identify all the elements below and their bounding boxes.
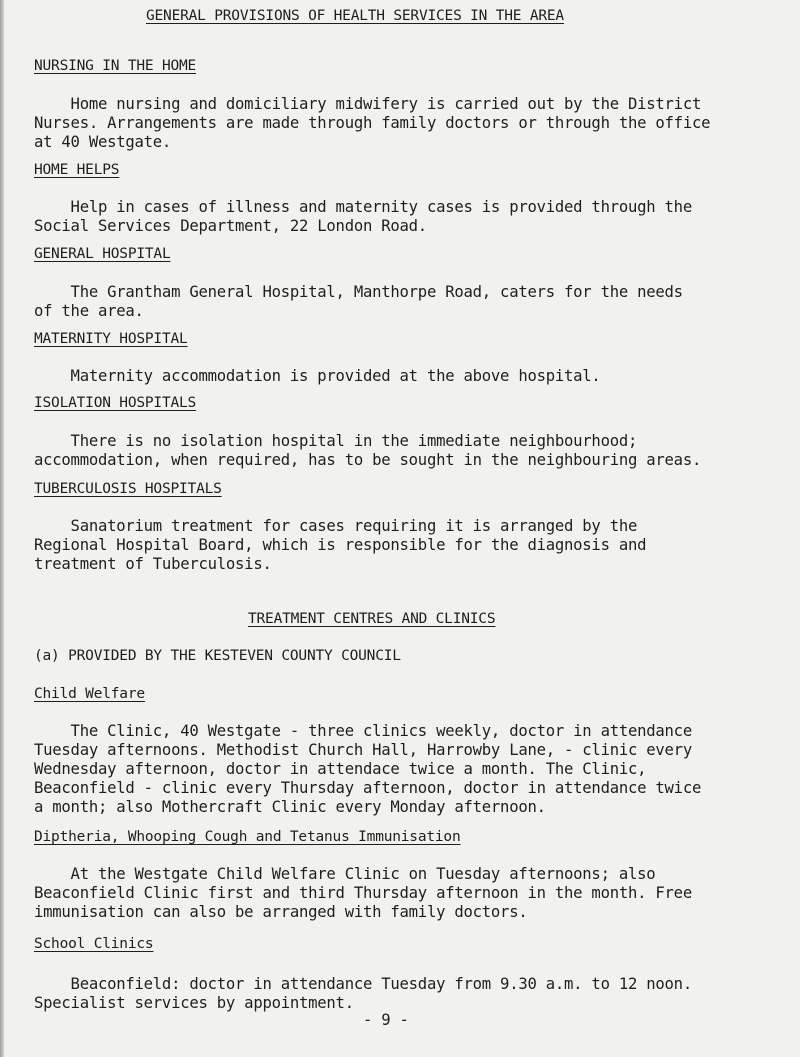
section-heading-immunisation: Diptheria, Whooping Cough and Tetanus Immunisation [34,829,461,845]
general-hospital-line-2: of the area. [34,302,144,320]
nursing-line-1: Home nursing and domiciliary midwifery is carried out by the District [34,95,702,113]
home-helps-line-1: Help in cases of illness and maternity cases is provided through the [34,198,692,216]
child-welfare-line-4: Beaconfield - clinic every Thursday afternoon, doctor in attendance twice [34,779,702,797]
nursing-line-2: Nurses. Arrangements are made through family doctors or through the office [34,114,711,132]
page-number: - 9 - [363,1011,409,1029]
section-heading-treatment-centres: TREATMENT CENTRES AND CLINICS [248,611,496,627]
nursing-line-3: at 40 Westgate. [34,133,172,151]
section-heading-child-welfare: Child Welfare [34,686,145,702]
immunisation-line-3: immunisation can also be arranged with family doctors. [34,903,528,921]
section-heading-tuberculosis-hospitals: TUBERCULOSIS HOSPITALS [34,481,222,497]
page-title: GENERAL PROVISIONS OF HEALTH SERVICES IN THE AREA [146,8,564,24]
school-clinics-line-2: Specialist services by appointment. [34,994,354,1012]
provider-line: (a) PROVIDED BY THE KESTEVEN COUNTY COUNCIL [34,648,401,664]
child-welfare-line-1: The Clinic, 40 Westgate - three clinics weekly, doctor in attendance [34,722,692,740]
isolation-line-2: accommodation, when required, has to be sought in the neighbouring areas. [34,451,702,469]
section-heading-nursing: NURSING IN THE HOME [34,58,197,74]
school-clinics-line-1: Beaconfield: doctor in attendance Tuesday from 9.30 a.m. to 12 noon. [34,975,692,993]
page-edge-shadow [0,0,4,1057]
child-welfare-line-2: Tuesday afternoons. Methodist Church Hall, Harrowby Lane, - clinic every [34,741,692,759]
tuberculosis-line-3: treatment of Tuberculosis. [34,555,272,573]
immunisation-line-1: At the Westgate Child Welfare Clinic on Tuesday afternoons; also [34,865,656,883]
section-heading-home-helps: HOME HELPS [34,162,120,178]
tuberculosis-line-2: Regional Hospital Board, which is responsible for the diagnosis and [34,536,647,554]
maternity-line-1: Maternity accommodation is provided at the above hospital. [34,367,601,385]
section-heading-maternity-hospital: MATERNITY HOSPITAL [34,331,188,347]
immunisation-line-2: Beaconfield Clinic first and third Thursday afternoon in the month. Free [34,884,692,902]
general-hospital-line-1: The Grantham General Hospital, Manthorpe Road, caters for the needs [34,283,683,301]
section-heading-general-hospital: GENERAL HOSPITAL [34,246,171,262]
isolation-line-1: There is no isolation hospital in the immediate neighbourhood; [34,432,638,450]
home-helps-line-2: Social Services Department, 22 London Road. [34,217,427,235]
section-heading-isolation-hospitals: ISOLATION HOSPITALS [34,395,197,411]
section-heading-school-clinics: School Clinics [34,936,154,952]
tuberculosis-line-1: Sanatorium treatment for cases requiring it is arranged by the [34,517,638,535]
child-welfare-line-5: a month; also Mothercraft Clinic every Monday afternoon. [34,798,546,816]
child-welfare-line-3: Wednesday afternoon, doctor in attendace twice a month. The Clinic, [34,760,647,778]
